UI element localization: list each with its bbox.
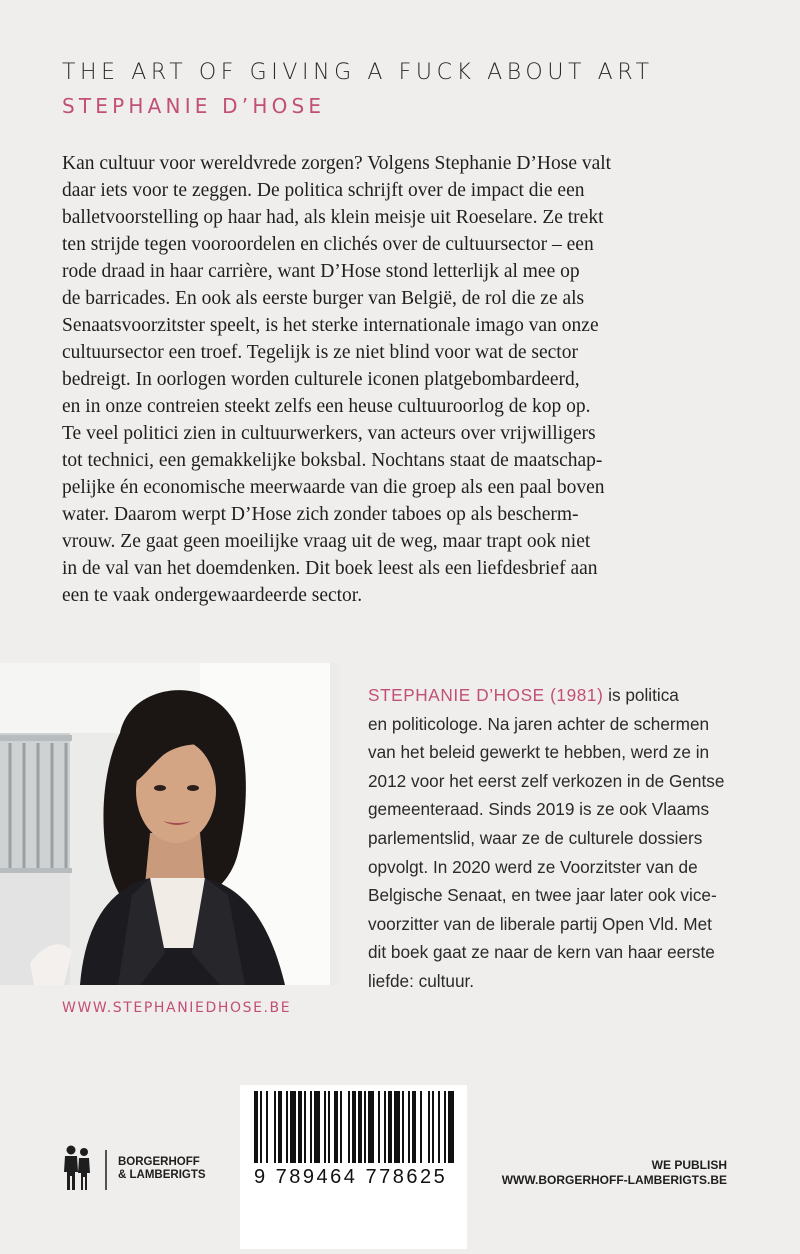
barcode-bar [328, 1091, 330, 1163]
bio-line: parlementslid, waar ze de culturele dossiers [368, 827, 703, 848]
blurb-line: vrouw. Ze gaat geen moeilijke vraag uit de weg, maar trapt ook niet [62, 531, 591, 552]
blurb-line: een te vaak ondergewaardeerde sector. [62, 585, 363, 606]
blurb-line: in de val van het doemdenken. Dit boek leest als een liefdesbrief aan [62, 558, 598, 579]
bio-line: opvolgt. In 2020 werd ze Voorzitster van de [368, 856, 698, 877]
blurb-line: en in onze contreien steekt zelfs een heuse cultuuroorlog de kop op. [62, 396, 591, 417]
barcode-bar [266, 1091, 268, 1163]
barcode-bar [432, 1091, 434, 1163]
barcode-bar [428, 1091, 430, 1163]
blurb-line: pelijke én economische meerwaarde van die groep als een paal boven [62, 477, 605, 498]
author-bio [368, 681, 748, 996]
bio-line: en politicologe. Na jaren achter de schermen [368, 713, 710, 734]
blurb-line: de barricades. En ook als eerste burger van België, de rol die ze als [62, 288, 585, 309]
author-website: WWW.STEPHANIEDHOSE.BE [62, 1000, 292, 1016]
barcode-bar [402, 1091, 404, 1163]
barcode-bar [334, 1091, 338, 1163]
isbn-number: 9 789464 778625 [254, 1166, 448, 1188]
blurb-line: Kan cultuur voor wereldvrede zorgen? Volgens Stephanie D’Hose valt [62, 153, 612, 174]
blurb-line: tot technici, een gemakkelijke boksbal. Nochtans staat de maatschap- [62, 450, 603, 471]
barcode-bar [394, 1091, 400, 1163]
barcode-bar [368, 1091, 374, 1163]
bio-first-line [368, 681, 748, 710]
book-author: STEPHANIE D’HOSE [62, 94, 326, 118]
blurb-line: ten strijde tegen vooroordelen en clichés over de cultuursector – een [62, 234, 594, 255]
bio-line: dit boek gaat ze naar de kern van haar eerste [368, 942, 715, 963]
blurb-line: water. Daarom werpt D’Hose zich zonder taboes op als bescherm- [62, 504, 579, 525]
bio-line: gemeenteraad. Sinds 2019 is ze ook Vlaams [368, 799, 710, 820]
bio-line: voorzitter van de liberale partij Open Vld. Met [368, 913, 712, 934]
barcode-bar [314, 1091, 320, 1163]
publisher-slogan-text: WE PUBLISH [651, 1158, 727, 1172]
barcode-bar [304, 1091, 306, 1163]
author-portrait-illustration [0, 663, 340, 985]
barcode-bar [408, 1091, 410, 1163]
bio-line: liefde: cultuur. [368, 970, 475, 991]
barcode-bar [378, 1091, 380, 1163]
barcode-bar [278, 1091, 282, 1163]
barcode-bar [364, 1091, 366, 1163]
barcode-bar [438, 1091, 440, 1163]
barcode-bar [340, 1091, 342, 1163]
blurb-line: balletvoorstelling op haar had, als klein meisje uit Roeselare. Ze trekt [62, 207, 604, 228]
blurb-line: daar iets voor te zeggen. De politica schrijft over de impact die een [62, 180, 585, 201]
barcode-bar [358, 1091, 362, 1163]
blurb-line: Senaatsvoorzitster speelt, is het sterke internationale imago van onze [62, 315, 599, 336]
barcode-bar [324, 1091, 326, 1163]
publisher-name-line: & LAMBERIGTS [118, 1169, 206, 1181]
blurb-line: cultuursector een troef. Tegelijk is ze niet blind voor wat de sector [62, 342, 578, 363]
book-title: THE ART OF GIVING A FUCK ABOUT ART [62, 60, 654, 85]
barcode-bar [420, 1091, 422, 1163]
barcode-bar [348, 1091, 350, 1163]
publisher-slogan [502, 1158, 727, 1188]
barcode-bar [260, 1091, 262, 1163]
barcode-bar [298, 1091, 302, 1163]
barcode-bar [286, 1091, 288, 1163]
bio-line: 2012 voor het eerst zelf verkozen in de Gentse [368, 770, 725, 791]
publisher-url: WWW.BORGERHOFF-LAMBERIGTS.BE [501, 1173, 727, 1187]
barcode-bar [388, 1091, 392, 1163]
blurb-line: rode draad in haar carrière, want D’Hose stond letterlijk al mee op [62, 261, 580, 282]
blurb-line: Te veel politici zien in cultuurwerkers, van acteurs over vrijwilligers [62, 423, 596, 444]
blurb-text [62, 150, 740, 609]
barcode-bar [384, 1091, 386, 1163]
barcode-bar [444, 1091, 446, 1163]
publisher-name-line: BORGERHOFF [118, 1156, 200, 1168]
author-photo [0, 663, 340, 985]
bio-line: Belgische Senaat, en twee jaar later ook vice- [368, 885, 717, 906]
blurb-line: bedreigt. In oorlogen worden culturele iconen platgebombardeerd, [62, 369, 580, 390]
barcode-bar [448, 1091, 454, 1163]
bio-first-line-rest: is politica [603, 685, 679, 705]
bio-author-name: STEPHANIE D’HOSE (1981) [368, 685, 604, 705]
barcode-bar [274, 1091, 276, 1163]
barcode-bar [254, 1091, 258, 1163]
barcode-bar [352, 1091, 356, 1163]
barcode-bar [412, 1091, 416, 1163]
bio-line: van het beleid gewerkt te hebben, werd ze in [368, 742, 710, 763]
publisher-name [118, 1156, 206, 1182]
barcode-bar [290, 1091, 296, 1163]
barcode-bar [310, 1091, 312, 1163]
